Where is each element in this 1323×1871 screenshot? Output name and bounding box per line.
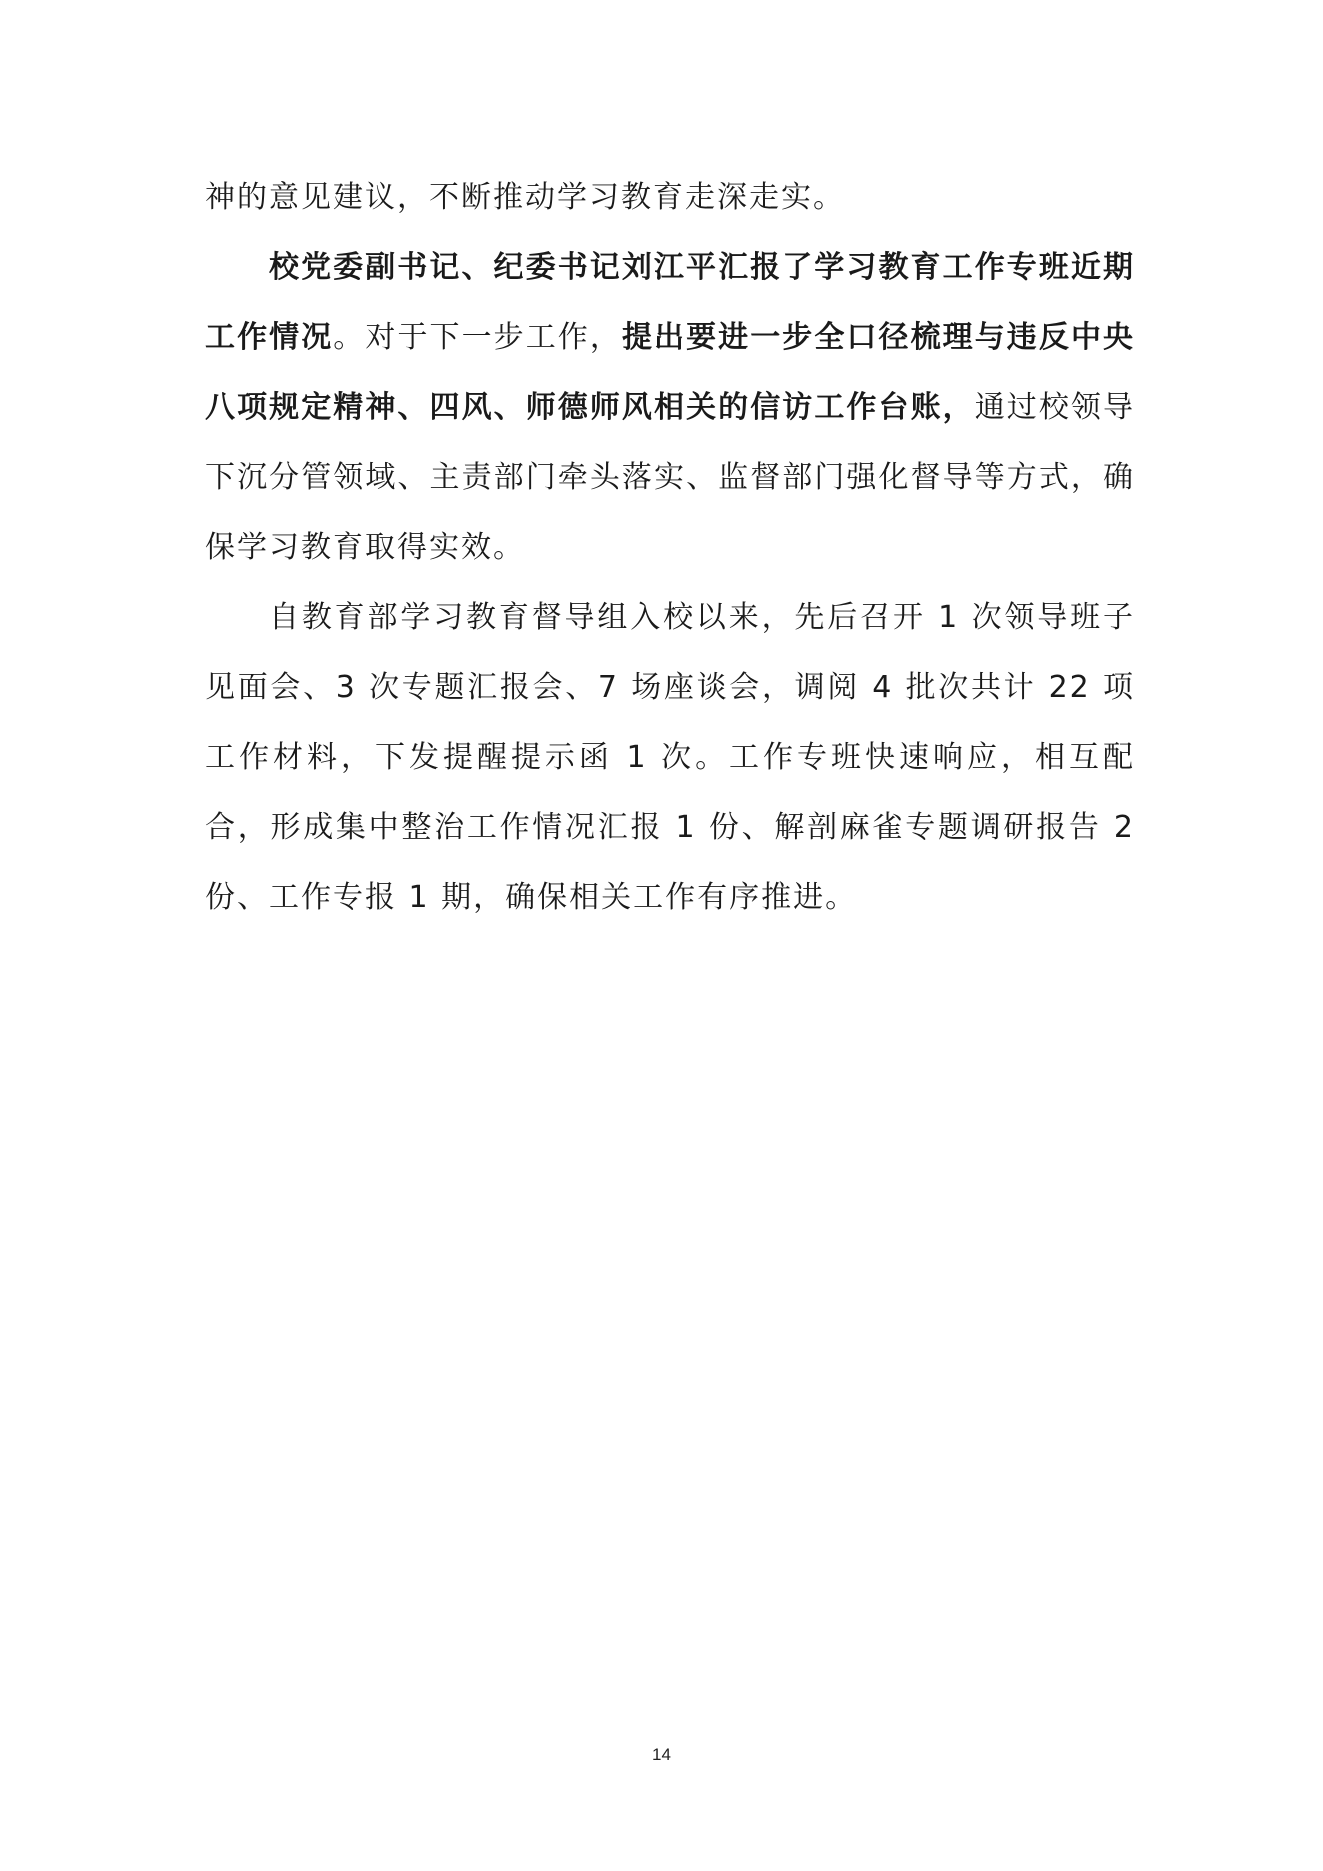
paragraph-report xyxy=(205,233,1135,583)
normal-text-next-step: 。对于下一步工作， xyxy=(333,320,622,355)
normal-text-measures: 通过校领导下沉分管领域、主责部门牵头落实、监督部门强化督导等方式，确保学习教育取得实效。 xyxy=(205,390,1136,565)
paragraph-supervision-summary: 自教育部学习教育督导组入校以来，先后召开 1 次领导班子见面会、3 次专题汇报会、7 场座谈会，调阅 4 批次共计 22 项工作材料，下发提醒提示函 1 次。工作专班快速响应，相互配合，形成集中整治工作情况汇报 1 份、解剖麻雀专题调研报告 2 份、工作专报 1 期，确保相关工作有序推进。 xyxy=(205,600,1135,915)
paragraph-continuation: 神的意见建议，不断推动学习教育走深走实。 xyxy=(205,180,845,215)
document-body xyxy=(205,163,1135,933)
bold-text-requirement: 提出要进一步全口径梳理与违反中央八项规定精神、四风、师德师风相关的信访工作台账， xyxy=(205,320,1136,425)
bold-text-report-title: 校党委副书记、纪委书记刘江平汇报了学习教育工作专班近期工作情况 xyxy=(205,250,1135,355)
page-number: 14 xyxy=(652,1745,671,1764)
